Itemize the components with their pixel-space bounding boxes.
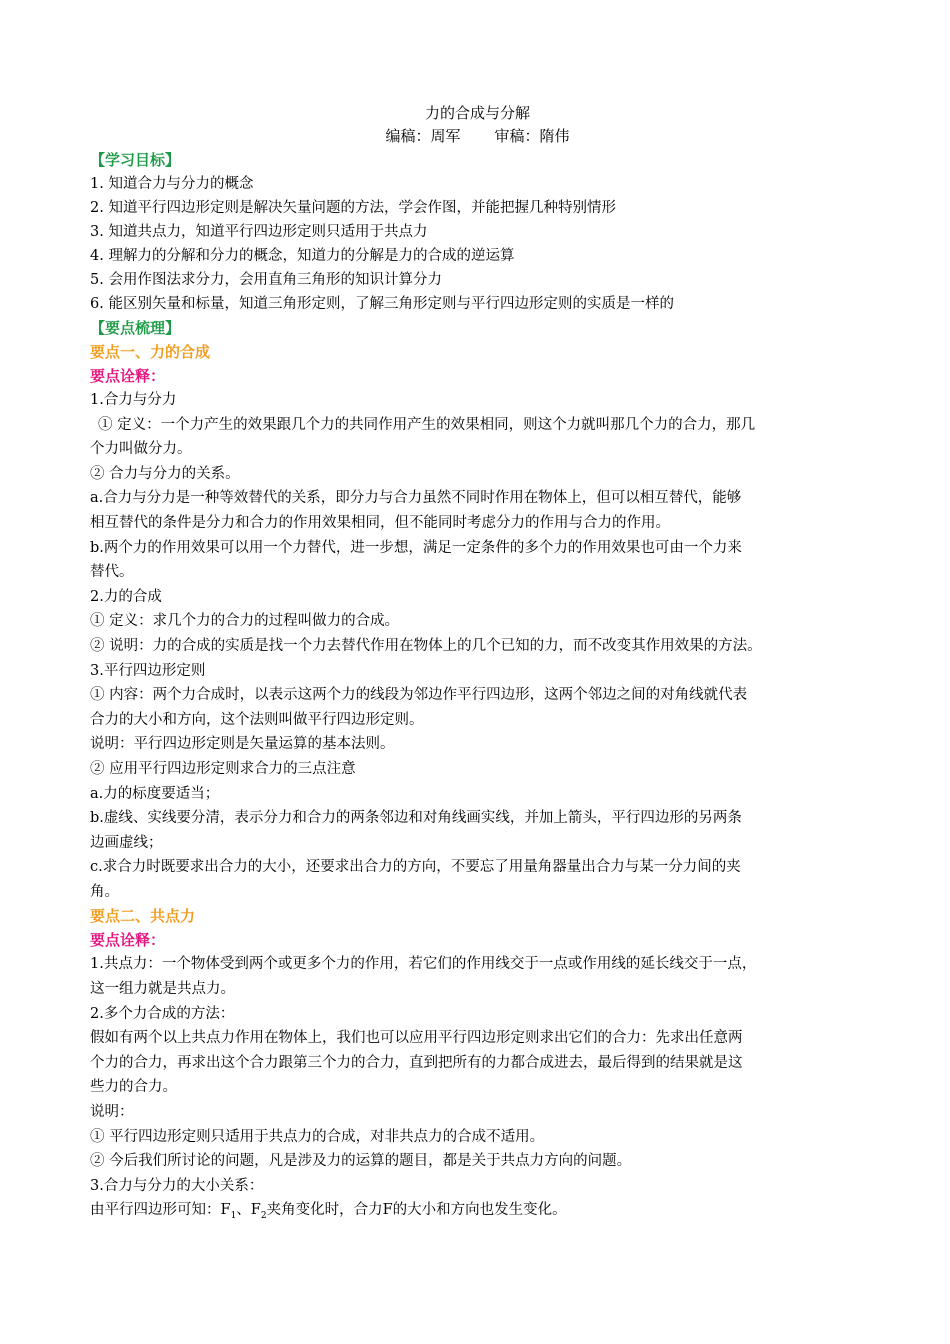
goal-item: 1. 知道合力与分力的概念 bbox=[90, 176, 254, 192]
body-line: 说明： bbox=[90, 1104, 134, 1121]
body-line: c.求合力时既要求出合力的大小，还要求出合力的方向，不要忘了用量角器量出合力与某一分力间的夹 bbox=[90, 859, 741, 876]
points-heading: 【要点梳理】 bbox=[90, 319, 181, 337]
goals-heading: 【学习目标】 bbox=[90, 151, 181, 169]
page-content bbox=[90, 102, 865, 1229]
body-line: 相互替代的条件是分力和合力的作用效果相同，但不能同时考虑分力的作用与合力的作用。 bbox=[90, 514, 670, 531]
body-line: b.两个力的作用效果可以用一个力替代，进一步想，满足一定条件的多个力的作用效果也可由一个力来 bbox=[90, 539, 742, 556]
body-line: 替代。 bbox=[90, 564, 134, 581]
body-line: ① 平行四边形定则只适用于共点力的合成，对非共点力的合成不适用。 bbox=[90, 1128, 545, 1145]
authors-line bbox=[90, 124, 865, 148]
formula-line: 由平行四边形可知：$F_1$、$F_2$夹角变化时，合力F的大小和方向也发生变化。 bbox=[90, 1202, 567, 1222]
body-line: 3.平行四边形定则 bbox=[90, 662, 206, 679]
body-line: a.力的标度要适当； bbox=[90, 785, 220, 802]
body-line: ② 合力与分力的关系。 bbox=[90, 465, 240, 482]
section1-heading: 要点一、力的合成 bbox=[90, 343, 211, 361]
body-line: 这一组力就是共点力。 bbox=[90, 981, 235, 998]
body-line: 1.共点力：一个物体受到两个或更多个力的作用，若它们的作用线交于一点或作用线的延长线交于一点， bbox=[90, 956, 757, 973]
body-line: 个力的合力，再求出这个合力跟第三个力的合力，直到把所有的力都合成进去，最后得到的结果就是这 bbox=[90, 1054, 743, 1071]
body-line: ② 说明：力的合成的实质是找一个力去替代作用在物体上的几个已知的力，而不改变其作用效果的方法。 bbox=[90, 637, 762, 654]
body-line: ① 内容：两个力合成时，以表示这两个力的线段为邻边作平行四边形，这两个邻边之间的对角线就代表 bbox=[90, 687, 748, 704]
goal-item: 3. 知道共点力，知道平行四边形定则只适用于共点力 bbox=[90, 224, 428, 240]
body-line: ② 应用平行四边形定则求合力的三点注意 bbox=[90, 760, 356, 777]
body-line: ① 定义：求几个力的合力的过程叫做力的合成。 bbox=[90, 613, 400, 630]
body-line: 合力的大小和方向，这个法则叫做平行四边形定则。 bbox=[90, 711, 424, 728]
section1-note-heading: 要点诠释： bbox=[90, 367, 166, 385]
body-line: 2.力的合成 bbox=[90, 588, 162, 605]
document-title: 力的合成与分解 bbox=[424, 104, 530, 122]
body-line: a.合力与分力是一种等效替代的关系，即分力与合力虽然不同时作用在物体上，但可以相互替代，能够 bbox=[90, 490, 742, 507]
body-line: 2.多个力合成的方法： bbox=[90, 1005, 235, 1022]
body-line: 1.合力与分力 bbox=[90, 392, 177, 408]
body-line: 边画虚线； bbox=[90, 834, 163, 851]
goals-list bbox=[90, 172, 865, 316]
goal-item: 2. 知道平行四边形定则是解决矢量问题的方法，学会作图，并能把握几种特别情形 bbox=[90, 200, 616, 216]
goal-item: 4. 理解力的分解和分力的概念，知道力的分解是力的合成的逆运算 bbox=[90, 248, 515, 264]
body-line: 假如有两个以上共点力作用在物体上，我们也可以应用平行四边形定则求出它们的合力：先求出任意两 bbox=[90, 1030, 743, 1047]
body-line: 3.合力与分力的大小关系： bbox=[90, 1177, 264, 1194]
body-line: ① 定义：一个力产生的效果跟几个力的共同作用产生的效果相同，则这个力就叫那几个力的合力，那几 bbox=[98, 416, 756, 433]
goal-item: 5. 会用作图法求分力，会用直角三角形的知识计算分力 bbox=[90, 272, 442, 288]
body-line: b.虚线、实线要分清，表示分力和合力的两条邻边和对角线画实线，并加上箭头，平行四边形的另两条 bbox=[90, 810, 742, 827]
body-line: 个力叫做分力。 bbox=[90, 441, 192, 458]
section1-body bbox=[90, 388, 865, 904]
section2-note-heading: 要点诠释： bbox=[90, 931, 166, 950]
reviewer-credit: 审稿：隋伟 bbox=[494, 127, 570, 145]
body-line: ② 今后我们所讨论的问题，凡是涉及力的运算的题目，都是关于共点力方向的问题。 bbox=[90, 1153, 632, 1170]
editor-credit: 编稿：周军 bbox=[385, 127, 461, 145]
body-line: 些力的合力。 bbox=[90, 1079, 177, 1096]
body-line: 说明：平行四边形定则是矢量运算的基本法则。 bbox=[90, 736, 395, 753]
section2-heading: 要点二、共点力 bbox=[90, 907, 196, 926]
body-line: 角。 bbox=[90, 883, 119, 900]
section2-body bbox=[90, 952, 865, 1228]
goal-item: 6. 能区别矢量和标量，知道三角形定则，了解三角形定则与平行四边形定则的实质是一样的 bbox=[90, 296, 674, 312]
